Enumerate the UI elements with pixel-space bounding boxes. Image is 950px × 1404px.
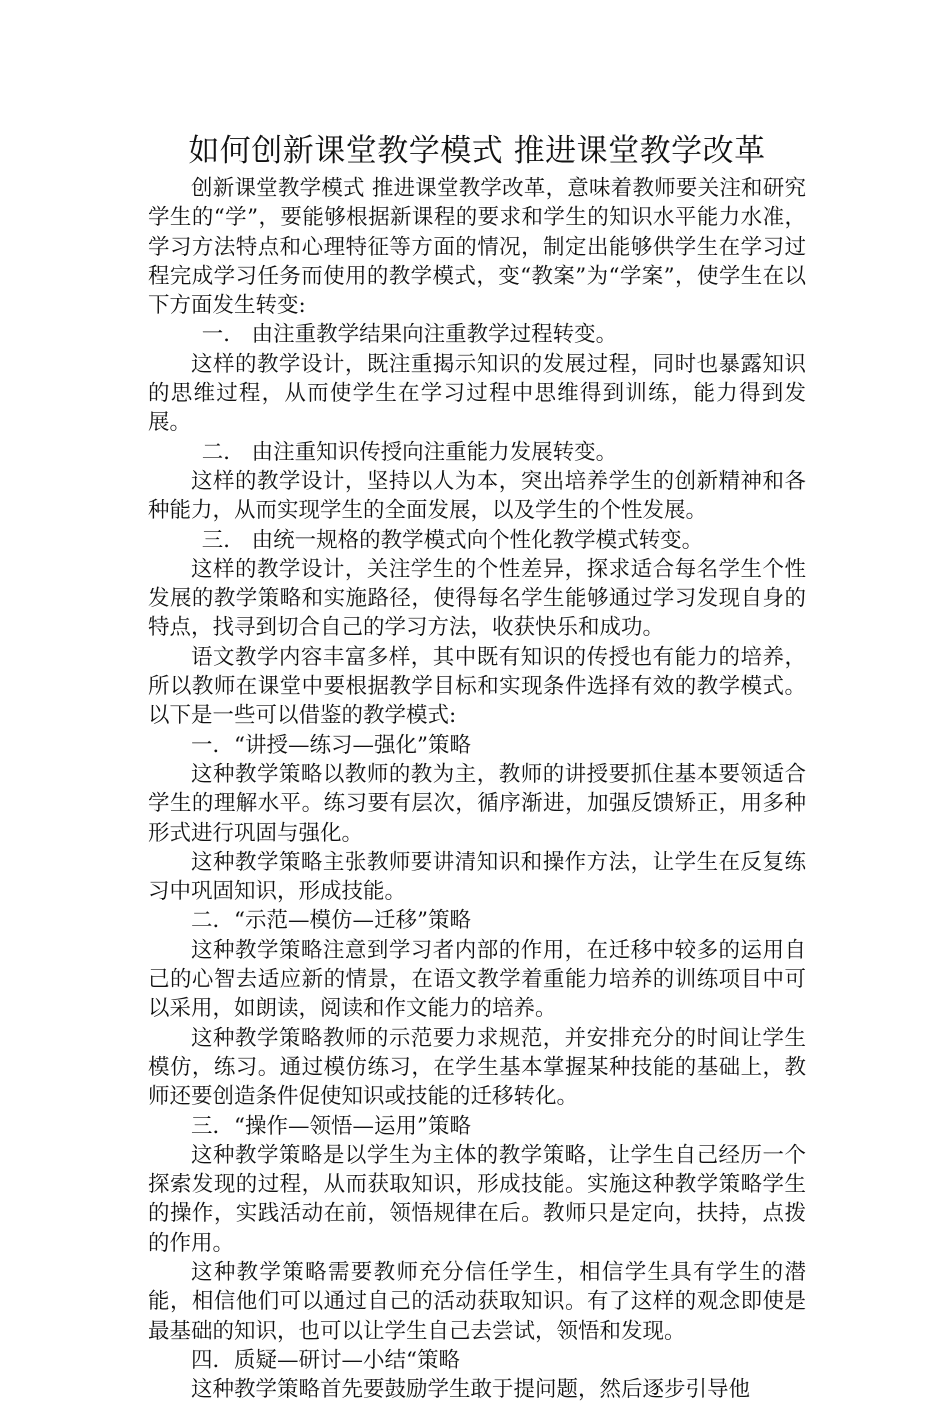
paragraph: 这种教学策略需要教师充分信任学生，相信学生具有学生的潜能，相信他们可以通过自己的活动获取知识。有了这样的观念即使是最基础的知识，也可以让学生自己去尝试，领悟和发现。	[148, 1259, 806, 1344]
document-title: 如何创新课堂教学模式 推进课堂教学改革	[188, 133, 766, 169]
paragraph: 语文教学内容丰富多样，其中既有知识的传授也有能力的培养，所以教师在课堂中要根据教学目标和实现条件选择有效的教学模式。以下是一些可以借鉴的教学模式:	[148, 644, 806, 729]
paragraph: 这种教学策略是以学生为主体的教学策略，让学生自己经历一个探索发现的过程，从而获取知识，形成技能。实施这种教学策略学生的操作，实践活动在前，领悟规律在后。教师只是定向，扶持，点拨的作用。	[148, 1142, 806, 1256]
paragraph: 这样的教学设计，关注学生的个性差异，探求适合每名学生个性发展的教学策略和实施路径，使得每名学生能够通过学习发现自身的特点，找寻到切合自己的学习方法，收获快乐和成功。	[148, 556, 806, 641]
section-heading: 一． 由注重教学结果向注重教学过程转变。	[201, 322, 618, 348]
paragraph: 这种教学策略教师的示范要力求规范，并安排充分的时间让学生模仿，练习。通过模仿练习，在学生基本掌握某种技能的基础上，教师还要创造条件促使知识或技能的迁移转化。	[148, 1025, 806, 1110]
strategy-heading: 二．“示范—模仿—迁移”策略	[191, 908, 471, 934]
section-heading: 二． 由注重知识传授向注重能力发展转变。	[201, 439, 618, 465]
strategy-heading: 四．质疑—研讨—小结“策略	[191, 1347, 460, 1373]
paragraph: 这种教学策略注意到学习者内部的作用，在迁移中较多的运用自己的心智去适应新的情景，在语文教学着重能力培养的训练项目中可以采用，如朗读，阅读和作文能力的培养。	[148, 937, 806, 1022]
paragraph: 这种教学策略首先要鼓励学生敢于提问题，然后逐步引导他	[191, 1377, 751, 1403]
section-heading: 三． 由统一规格的教学模式向个性化教学模式转变。	[201, 527, 704, 553]
paragraph: 这种教学策略主张教师要讲清知识和操作方法，让学生在反复练习中巩固知识，形成技能。	[148, 849, 806, 905]
document-body	[148, 174, 806, 1404]
strategy-heading: 一．“讲授—练习—强化”策略	[191, 732, 471, 758]
document-page	[148, 128, 806, 1404]
paragraph: 创新课堂教学模式 推进课堂教学改革，意味着教师要关注和研究学生的“学”，要能够根据新课程的要求和学生的知识水平能力水准，学习方法特点和心理特征等方面的情况，制定出能够供学生在学习过程完成学习任务而使用的教学模式，变“教案”为“学案”，使学生在以下方面发生转变:	[148, 176, 807, 319]
paragraph: 这样的教学设计，坚持以人为本，突出培养学生的创新精神和各种能力，从而实现学生的全面发展，以及学生的个性发展。	[148, 468, 806, 524]
paragraph: 这样的教学设计，既注重揭示知识的发展过程，同时也暴露知识的思维过程，从而使学生在学习过程中思维得到训练，能力得到发展。	[148, 351, 806, 436]
strategy-heading: 三．“操作—领悟—运用”策略	[191, 1113, 471, 1139]
paragraph: 这种教学策略以教师的教为主，教师的讲授要抓住基本要领适合学生的理解水平。练习要有层次，循序渐进，加强反馈矫正，用多种形式进行巩固与强化。	[148, 761, 806, 846]
